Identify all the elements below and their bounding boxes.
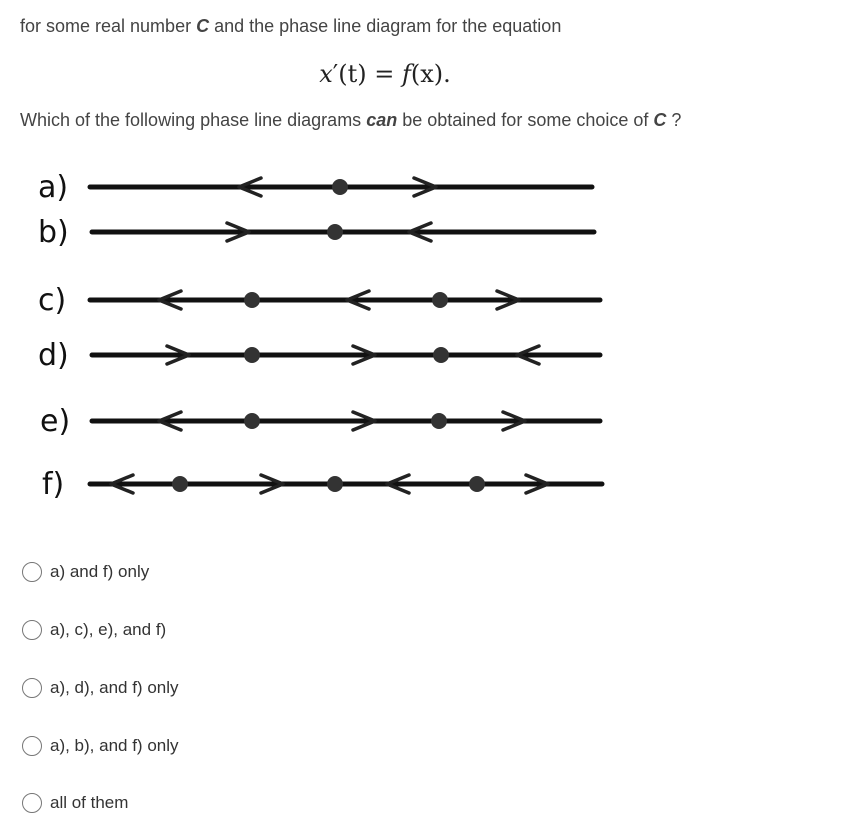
phase-line-label: c) bbox=[38, 283, 67, 318]
problem-intro bbox=[20, 15, 561, 37]
phase-line-4 bbox=[38, 338, 600, 373]
phase-line-label: d) bbox=[38, 338, 69, 373]
question-middle: be obtained for some choice of bbox=[397, 110, 654, 130]
phase-line-1 bbox=[38, 170, 592, 205]
intro-text-after: and the phase line diagram for the equation bbox=[209, 16, 562, 36]
equilibrium-point bbox=[433, 347, 449, 363]
phase-line-label: e) bbox=[40, 404, 71, 439]
eq-lhs-arg: (t) bbox=[338, 60, 367, 88]
radio-button[interactable] bbox=[22, 562, 42, 582]
answer-option-label: a), b), and f) only bbox=[50, 736, 179, 755]
equilibrium-point bbox=[432, 292, 448, 308]
intro-text-before: for some real number bbox=[20, 16, 197, 36]
eq-equals: = bbox=[366, 60, 402, 88]
radio-button[interactable] bbox=[22, 620, 42, 640]
answer-option[interactable] bbox=[22, 620, 166, 640]
answer-option[interactable] bbox=[22, 562, 149, 582]
radio-button[interactable] bbox=[22, 678, 42, 698]
equilibrium-point bbox=[172, 476, 188, 492]
answer-option[interactable] bbox=[22, 678, 179, 698]
equilibrium-point bbox=[327, 476, 343, 492]
phase-line-label: f) bbox=[42, 467, 65, 502]
answer-option[interactable] bbox=[22, 793, 128, 813]
question-after: ? bbox=[666, 110, 682, 130]
equilibrium-point bbox=[244, 413, 260, 429]
phase-line-diagrams bbox=[0, 150, 640, 510]
eq-lhs-prime: ′ bbox=[332, 60, 339, 88]
eq-period: . bbox=[443, 60, 451, 88]
answer-option-label: all of them bbox=[50, 793, 129, 812]
phase-line-2 bbox=[38, 215, 594, 250]
question-constant: C bbox=[653, 110, 667, 130]
eq-rhs-arg: (x) bbox=[410, 60, 444, 88]
equilibrium-point bbox=[469, 476, 485, 492]
intro-constant: C bbox=[196, 16, 210, 36]
equilibrium-point bbox=[244, 292, 260, 308]
equilibrium-point bbox=[332, 179, 348, 195]
radio-button[interactable] bbox=[22, 793, 42, 813]
answer-option-label: a), d), and f) only bbox=[50, 678, 179, 697]
phase-line-label: a) bbox=[38, 170, 69, 205]
phase-line-label: b) bbox=[38, 215, 69, 250]
question-before: Which of the following phase line diagrams bbox=[20, 110, 367, 130]
eq-lhs-var: x bbox=[319, 60, 333, 88]
equilibrium-point bbox=[431, 413, 447, 429]
answer-option-label: a) and f) only bbox=[50, 562, 150, 581]
question-emphasis: can bbox=[366, 110, 398, 130]
phase-line-3 bbox=[38, 283, 600, 318]
answer-option-label: a), c), e), and f) bbox=[50, 620, 167, 639]
eq-rhs-func: f bbox=[401, 60, 411, 88]
equilibrium-point bbox=[327, 224, 343, 240]
phase-line-5 bbox=[40, 404, 600, 439]
equilibrium-point bbox=[244, 347, 260, 363]
answer-option[interactable] bbox=[22, 736, 179, 756]
question-text bbox=[20, 109, 681, 131]
phase-line-6 bbox=[42, 467, 602, 502]
differential-equation bbox=[0, 60, 770, 88]
radio-button[interactable] bbox=[22, 736, 42, 756]
